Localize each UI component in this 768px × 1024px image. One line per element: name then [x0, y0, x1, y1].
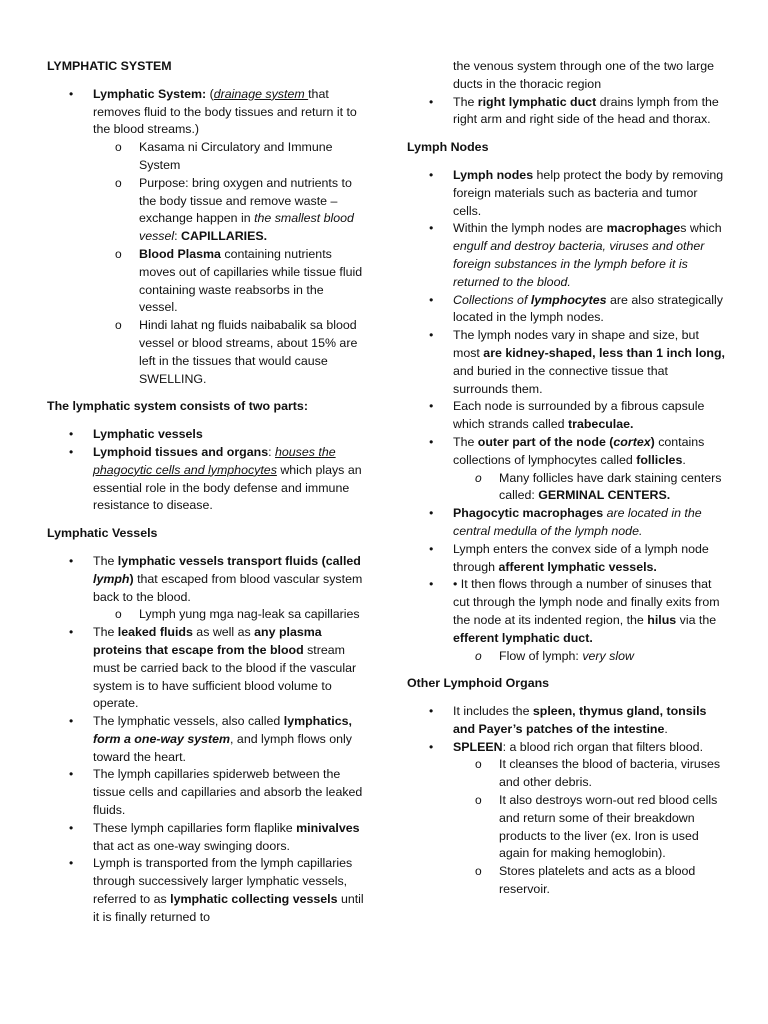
text-run: :	[268, 444, 275, 459]
bullet-icon: •	[69, 444, 74, 459]
text-run: via the	[676, 612, 717, 627]
sub-list-item	[47, 317, 365, 388]
text-run: Collections of	[453, 292, 531, 307]
text-run: outer part of the node (	[477, 434, 614, 449]
circle-bullet-icon: o	[475, 793, 482, 808]
spacer	[407, 129, 725, 139]
text-run: lymphatics,	[283, 714, 352, 729]
text-run: Lymphatic Vessels	[47, 526, 158, 541]
text-run: The	[453, 94, 478, 109]
circle-bullet-icon: o	[115, 175, 122, 190]
bullet-list	[407, 703, 725, 899]
text-run: form a one-way system	[93, 731, 231, 746]
text-run: drainage system	[213, 86, 309, 101]
bullet-list	[47, 86, 365, 389]
bullet-icon: •	[429, 399, 434, 414]
list-item	[407, 327, 725, 398]
text-run: )	[129, 571, 134, 586]
text-run: until it is finally returned to	[93, 892, 364, 924]
bullet-icon: •	[429, 704, 434, 719]
text-run: any plasma proteins that escape from the blood	[93, 625, 322, 657]
text-run: SPLEEN	[453, 739, 503, 754]
text-run: very slow	[582, 648, 634, 663]
bullet-icon: •	[429, 739, 434, 754]
sub-list-item	[47, 175, 365, 246]
text-run: which plays an essential role in the body defense and immune resistance to disease.	[93, 462, 362, 513]
text-run: :	[174, 229, 182, 244]
text-run: Hindi lahat ng fluids naibabalik sa blood vessel or blood streams, about 15% are left in the tissues that would cause SWELLING.	[139, 318, 358, 386]
text-run: It cleanses the blood of bacteria, viruses and other debris.	[499, 757, 721, 790]
text-run: Within the lymph nodes are	[453, 221, 607, 236]
text-run: Phagocytic macrophages	[453, 506, 604, 521]
list-item	[407, 576, 725, 647]
text-run: Each node is surrounded by a fibrous capsule which strands called	[453, 399, 705, 432]
bullet-list	[47, 553, 365, 927]
list-item	[407, 505, 725, 541]
text-run: lymphocytes	[530, 292, 607, 307]
circle-bullet-icon: o	[475, 757, 482, 772]
text-run: Many follicles have dark staining centers called:	[499, 470, 722, 503]
list-item	[47, 553, 365, 606]
bullet-list	[47, 426, 365, 515]
text-run: It includes the	[453, 704, 533, 719]
list-item	[47, 855, 365, 926]
text-run: are also strategically located in the lymph nodes.	[453, 292, 723, 325]
bullet-icon: •	[429, 506, 434, 521]
circle-bullet-icon: o	[115, 246, 122, 261]
text-run: .	[682, 452, 686, 467]
text-run: • It then flows through a number of sinuses that cut through the lymph node and finally exits from the node at its indented region, the	[453, 577, 720, 627]
circle-bullet-icon: o	[475, 864, 482, 879]
text-run: follicles	[636, 452, 683, 467]
bullet-icon: •	[429, 94, 434, 109]
text-run: The lymphatic system consists of two parts:	[47, 399, 308, 414]
sub-list-item	[407, 648, 725, 666]
bullet-list	[407, 58, 725, 129]
circle-bullet-icon: o	[475, 470, 482, 485]
text-run: drains lymph from the right arm and right side of the head and thorax.	[453, 94, 719, 127]
text-run: )	[650, 434, 655, 449]
bullet-icon: •	[429, 434, 434, 449]
text-run: The	[93, 553, 118, 568]
text-run: efferent lymphatic duct.	[453, 630, 593, 645]
text-run: are located in the central medulla of the lymph node.	[453, 506, 702, 538]
text-run: GERMINAL CENTERS.	[538, 488, 671, 503]
list-item	[407, 292, 725, 328]
text-run: trabeculae.	[568, 417, 634, 432]
text-run: , and lymph flows only toward the heart.	[93, 731, 352, 764]
text-run: lymph	[93, 571, 130, 586]
list-item	[47, 426, 365, 444]
text-run: and buried in the connective tissue that surrounds them.	[453, 363, 668, 396]
text-run: Lymph enters the convex side of a lymph node through	[453, 541, 709, 574]
section-heading-the-lymphatic-system-consists-of-two-par	[47, 398, 365, 416]
bullet-icon: •	[69, 714, 74, 729]
text-run: leaked fluids	[117, 625, 193, 640]
sub-list-item	[407, 792, 725, 863]
text-run: right lymphatic duct	[477, 94, 597, 109]
text-run: that escaped from blood vascular system back to the blood.	[93, 571, 363, 604]
list-item	[407, 220, 725, 291]
sub-list-item	[407, 756, 725, 792]
text-run: containing nutrients moves out of capillaries while tissue fluid containing waste reabsorbs in the vessel.	[139, 246, 363, 315]
text-run: stream must be carried back to the blood if the vascular system is to have sufficient blood volume to operate.	[93, 642, 357, 711]
text-run: hilus	[647, 612, 677, 627]
list-item	[407, 703, 725, 739]
text-run: Lymphatic vessels	[93, 427, 203, 442]
circle-bullet-icon: o	[115, 607, 122, 622]
text-run: CAPILLARIES.	[181, 229, 268, 244]
section-heading-other-lymphoid-organs	[407, 675, 725, 693]
text-run: s which	[680, 221, 722, 236]
text-run: Stores platelets and acts as a blood reservoir.	[499, 864, 696, 897]
text-run: contains collections of lymphocytes called	[453, 434, 705, 467]
bullet-icon: •	[429, 167, 434, 182]
text-run: Lymph is transported from the lymph capillaries through successively larger lymphatic vessels, referred to as	[93, 856, 353, 907]
bullet-icon: •	[69, 820, 74, 835]
text-run: .	[664, 721, 668, 736]
bullet-list	[407, 167, 725, 665]
list-item	[47, 86, 365, 139]
section-heading-lymphatic-system	[47, 58, 365, 76]
list-item	[47, 444, 365, 515]
text-run: : a blood rich organ that filters blood.	[502, 739, 704, 754]
sub-list-item	[47, 139, 365, 175]
text-run: lymphatic vessels transport fluids (called	[117, 553, 361, 568]
section-heading-lymph-nodes	[407, 139, 725, 157]
bullet-icon: •	[429, 328, 434, 343]
spacer	[47, 515, 365, 525]
text-run: Kasama ni Circulatory and Immune System	[139, 140, 333, 172]
text-run: that removes fluid to the body tissues and return it to the blood streams.)	[93, 86, 357, 137]
sub-list-item	[47, 606, 365, 624]
list-item	[407, 167, 725, 220]
text-run: LYMPHATIC SYSTEM	[47, 59, 172, 73]
text-run: as well as	[192, 625, 255, 640]
bullet-icon: •	[69, 856, 74, 871]
text-run: macrophage	[606, 221, 681, 236]
text-run: The lymph capillaries spiderweb between the tissue cells and capillaries and absorb the leaked fluids.	[93, 767, 363, 818]
text-run: Flow of lymph:	[499, 648, 583, 663]
spacer	[47, 388, 365, 398]
text-run: the venous system through one of the two large ducts in the thoracic region	[453, 59, 715, 91]
text-run: Lymph nodes	[453, 167, 534, 182]
bullet-icon: •	[69, 625, 74, 640]
text-run: houses the phagocytic cells and lymphocytes	[93, 444, 336, 477]
text-run: are kidney-shaped, less than 1 inch long,	[483, 345, 725, 360]
text-run: that act as one-way swinging doors.	[93, 838, 290, 853]
text-run: Lymph yung mga nag-leak sa capillaries	[139, 607, 360, 622]
right-column	[407, 58, 725, 899]
list-item	[47, 766, 365, 819]
bullet-icon: •	[429, 577, 434, 592]
text-run: lymphatic collecting vessels	[170, 892, 338, 907]
bullet-icon: •	[429, 221, 434, 236]
circle-bullet-icon: o	[475, 648, 482, 663]
list-item	[407, 434, 725, 470]
list-item	[407, 739, 725, 757]
list-item	[47, 624, 365, 713]
text-run: (	[209, 86, 214, 101]
sub-list-item	[407, 863, 725, 899]
list-item	[47, 820, 365, 856]
text-run: afferent lymphatic vessels.	[498, 559, 657, 574]
text-run: engulf and destroy bacteria, viruses and other foreign substances in the lymph before it is returned to the blood.	[453, 239, 705, 289]
text-run: Blood Plasma	[139, 246, 221, 261]
text-run: The	[93, 625, 118, 640]
list-item	[407, 398, 725, 434]
text-run: The lymphatic vessels, also called	[93, 714, 284, 729]
text-run: help protect the body by removing foreign materials such as bacteria and tumor cells.	[453, 167, 724, 218]
text-run: cortex	[613, 434, 651, 449]
list-item	[407, 58, 725, 94]
section-heading-lymphatic-vessels	[47, 525, 365, 543]
text-run: The	[453, 434, 478, 449]
text-run: Other Lymphoid Organs	[407, 676, 550, 691]
text-run: These lymph capillaries form flaplike	[93, 820, 297, 835]
bullet-icon: •	[69, 427, 74, 442]
text-run: Purpose: bring oxygen and nutrients to the body tissue and remove waste – exchange happen in	[139, 175, 352, 226]
circle-bullet-icon: o	[115, 140, 122, 155]
text-run: the smallest blood vessel	[139, 211, 354, 244]
list-item	[407, 94, 725, 130]
text-run: Lymph Nodes	[407, 140, 489, 155]
list-item	[47, 713, 365, 766]
sub-list-item	[47, 246, 365, 317]
bullet-icon: •	[69, 86, 74, 101]
list-item	[407, 541, 725, 577]
circle-bullet-icon: o	[115, 318, 122, 333]
bullet-icon: •	[429, 541, 434, 556]
bullet-icon: •	[429, 292, 434, 307]
text-run: The lymph nodes vary in shape and size, but most	[453, 328, 699, 360]
text-run: spleen, thymus gland, tonsils and Payer’s patches of the intestine	[453, 704, 707, 736]
spacer	[407, 665, 725, 675]
text-run: minivalves	[296, 820, 360, 835]
sub-list-item	[407, 470, 725, 506]
text-run: Lymphatic System:	[93, 86, 210, 101]
bullet-icon: •	[69, 553, 74, 568]
bullet-icon: •	[69, 767, 74, 782]
text-run: Lymphoid tissues and organs	[93, 444, 269, 459]
text-run: It also destroys worn-out red blood cells and return some of their breakdown products to the liver (ex. Iron is used again for making hemoglobin).	[499, 793, 718, 861]
left-column	[47, 58, 365, 927]
